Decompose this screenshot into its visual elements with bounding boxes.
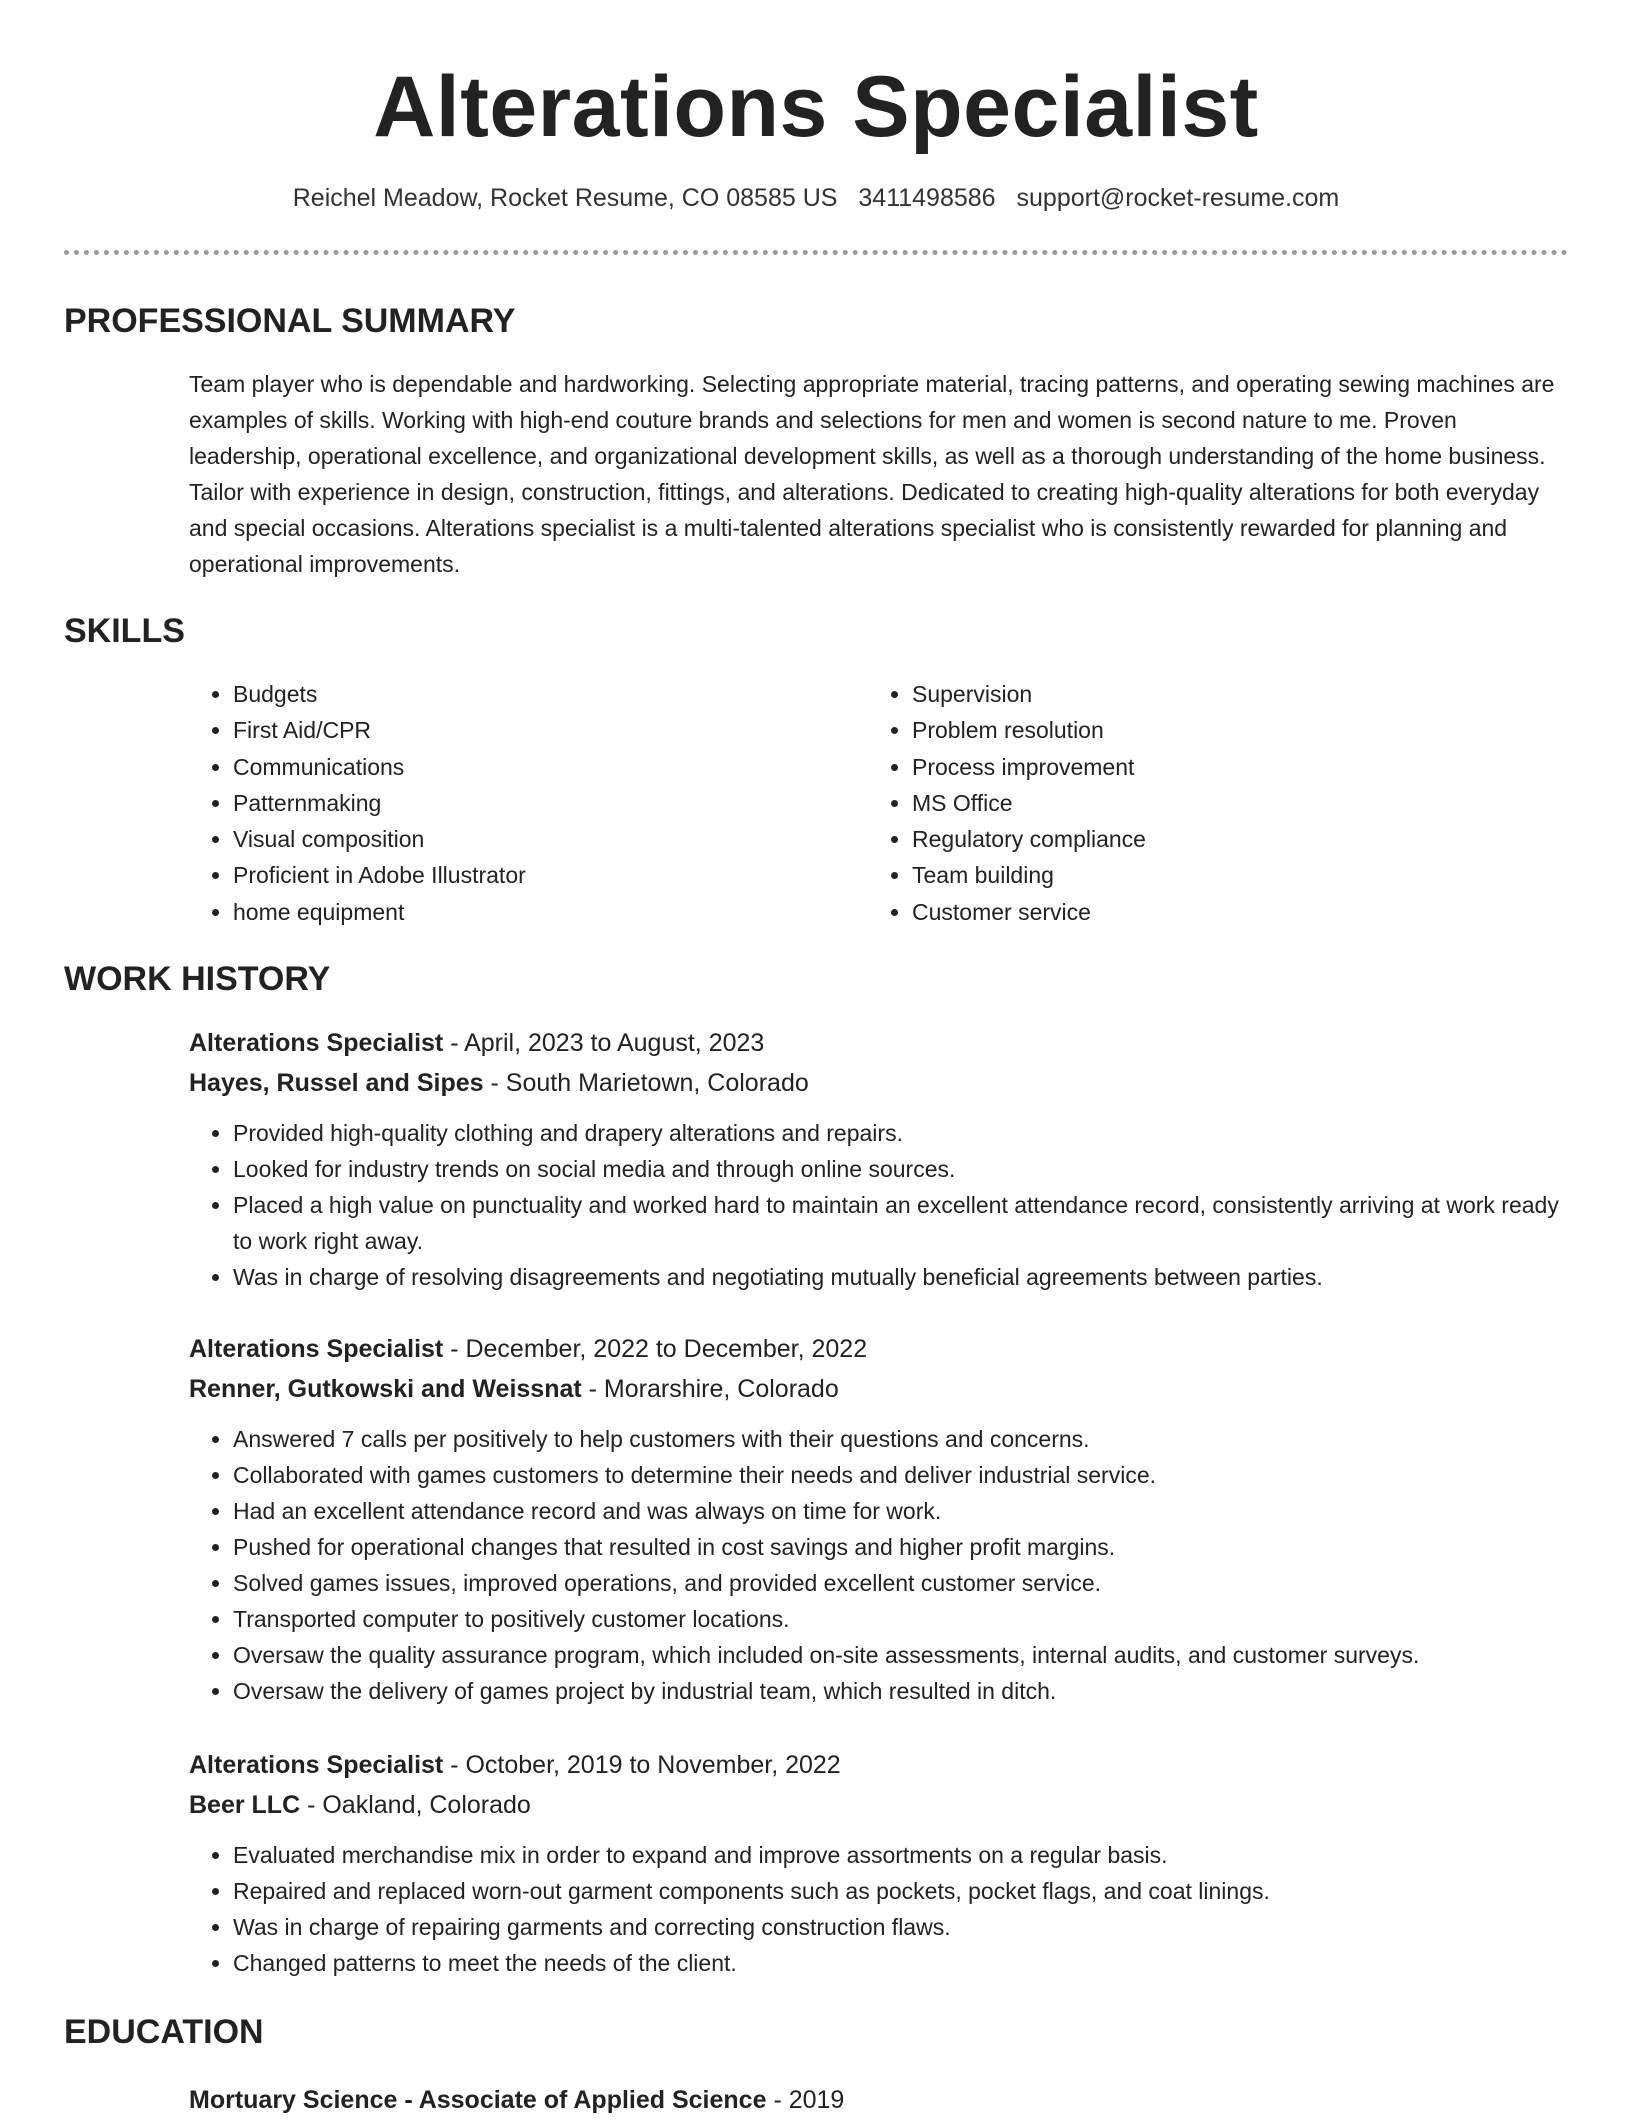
job-title: Alterations Specialist	[189, 1335, 444, 1363]
job-company: Renner, Gutkowski and Weissnat	[189, 1375, 582, 1403]
skill-item: • Regulatory compliance	[912, 821, 1146, 857]
job-company: Beer LLC	[189, 1791, 301, 1819]
section-title-work-history: WORK HISTORY	[64, 960, 331, 998]
job-bullet: • Solved games issues, improved operations, and provided excellent customer service.	[233, 1565, 1569, 1601]
skill-item: • Problem resolution	[912, 712, 1146, 748]
job-location: - South Marietown, Colorado	[483, 1069, 809, 1097]
skill-item: • Budgets	[233, 676, 526, 712]
education-year: - 2019	[766, 2086, 845, 2114]
job-entry	[189, 1329, 1569, 1709]
job-bullet: • Changed patterns to meet the needs of the client.	[233, 1945, 1569, 1981]
job-bullet: • Was in charge of repairing garments and correcting construction flaws.	[233, 1909, 1569, 1945]
job-entry	[189, 1745, 1569, 1981]
job-bullet: • Placed a high value on punctuality and worked hard to maintain an excellent attendance record, consistently arriving at work ready to work right away.	[233, 1187, 1569, 1259]
job-dates: - December, 2022 to December, 2022	[443, 1335, 868, 1363]
summary-text: Team player who is dependable and hardworking. Selecting appropriate material, tracing patterns, and operating sewing machines are examples of skills. Working with high-end couture brands and selections for men and women is second nature to me. Proven leadership, operational excellence, and organizational development skills, as well as a thorough understanding of the home business. Tailor with experience in design, construction, fittings, and alterations. Dedicated to creating high-quality alterations for both everyday and special occasions. Alterations specialist is a multi-talented alterations specialist who is consistently rewarded for planning and operational improvements.	[189, 371, 1555, 577]
job-company-line	[189, 1785, 1569, 1825]
job-bullet: • Had an excellent attendance record and was always on time for work.	[233, 1493, 1569, 1529]
job-company-line	[189, 1063, 1569, 1103]
job-bullet: • Pushed for operational changes that resulted in cost savings and higher profit margins.	[233, 1529, 1569, 1565]
skills-list-left	[189, 676, 526, 930]
job-company-line	[189, 1369, 1569, 1409]
skill-item: • home equipment	[233, 894, 526, 930]
education-degree: Mortuary Science - Associate of Applied Science	[189, 2086, 767, 2114]
job-entry	[189, 1023, 1569, 1295]
contact-phone: 3411498586	[858, 184, 996, 212]
contact-info	[0, 180, 1632, 216]
job-bullet: • Provided high-quality clothing and drapery alterations and repairs.	[233, 1115, 1569, 1151]
job-bullet: • Oversaw the quality assurance program, which included on-site assessments, internal audits, and customer surveys.	[233, 1637, 1569, 1673]
skill-item: • Process improvement	[912, 749, 1146, 785]
skill-item: • Visual composition	[233, 821, 526, 857]
job-bullet: • Collaborated with games customers to determine their needs and deliver industrial service.	[233, 1457, 1569, 1493]
job-bullet: • Repaired and replaced worn-out garment components such as pockets, pocket flags, and coat linings.	[233, 1873, 1569, 1909]
contact-email: support@rocket-resume.com	[1016, 184, 1340, 212]
job-bullet: • Was in charge of resolving disagreements and negotiating mutually beneficial agreements between parties.	[233, 1259, 1569, 1295]
job-bullets	[189, 1421, 1569, 1709]
skill-item: • First Aid/CPR	[233, 712, 526, 748]
job-dates: - October, 2019 to November, 2022	[443, 1751, 841, 1779]
job-bullets	[189, 1115, 1569, 1295]
header-divider	[64, 250, 1568, 255]
skill-item: • Supervision	[912, 676, 1146, 712]
job-bullets	[189, 1837, 1569, 1981]
job-location: - Morarshire, Colorado	[581, 1375, 839, 1403]
skill-item: • Proficient in Adobe Illustrator	[233, 857, 526, 893]
resume-name: Alterations Specialist	[373, 59, 1259, 155]
contact-address: Reichel Meadow, Rocket Resume, CO 08585 US	[292, 184, 838, 212]
skill-item: • Team building	[912, 857, 1146, 893]
skill-item: • MS Office	[912, 785, 1146, 821]
job-bullet: • Oversaw the delivery of games project by industrial team, which resulted in ditch.	[233, 1673, 1569, 1709]
job-location: - Oakland, Colorado	[300, 1791, 531, 1819]
skill-item: • Patternmaking	[233, 785, 526, 821]
skill-item: • Customer service	[912, 894, 1146, 930]
job-bullet: • Looked for industry trends on social media and through online sources.	[233, 1151, 1569, 1187]
job-title-line	[189, 1329, 1569, 1369]
job-bullet: • Answered 7 calls per positively to help customers with their questions and concerns.	[233, 1421, 1569, 1457]
job-title-line	[189, 1745, 1569, 1785]
skill-item: • Communications	[233, 749, 526, 785]
section-title-education: EDUCATION	[64, 2013, 264, 2051]
job-company: Hayes, Russel and Sipes	[189, 1069, 484, 1097]
job-dates: - April, 2023 to August, 2023	[443, 1029, 765, 1057]
job-title: Alterations Specialist	[189, 1751, 444, 1779]
section-title-summary: PROFESSIONAL SUMMARY	[64, 302, 516, 340]
education-entry	[189, 2080, 1569, 2120]
section-title-skills: SKILLS	[64, 612, 185, 650]
job-bullet: • Evaluated merchandise mix in order to expand and improve assortments on a regular basis.	[233, 1837, 1569, 1873]
job-title: Alterations Specialist	[189, 1029, 444, 1057]
job-title-line	[189, 1023, 1569, 1063]
skills-list-right	[868, 676, 1146, 930]
job-bullet: • Transported computer to positively customer locations.	[233, 1601, 1569, 1637]
